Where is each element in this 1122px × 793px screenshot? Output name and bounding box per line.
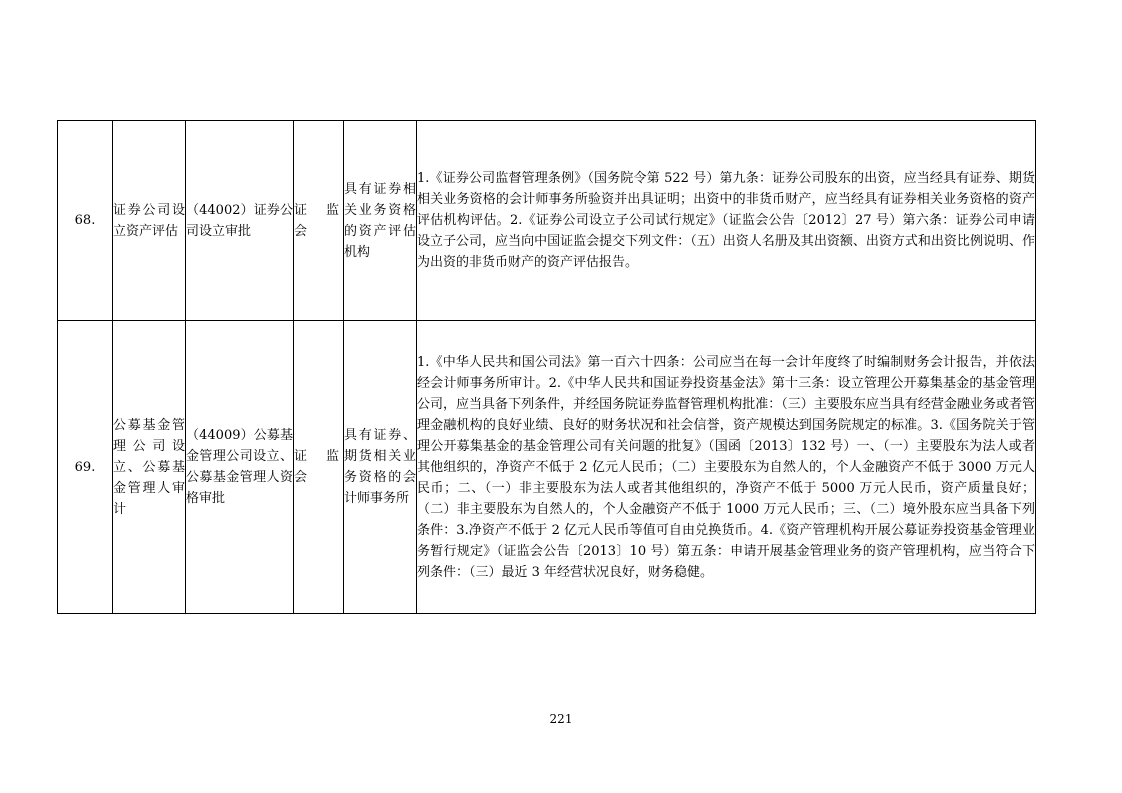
row-number: 68. xyxy=(58,121,113,321)
legal-basis: 1.《证券公司监督管理条例》（国务院令第 522 号）第九条：证券公司股东的出资，应当经具有证券、期货相关业务资格的会计师事务所验资并出具证明；出资中的非货币财产，应当经具有证券相关业务资格的资产评估机构评估。2.《证券公司设立子公司试行规定》（证监会公告〔2012〕27 号）第六条：证券公司申请设立子公司，应当向中国证监会提交下列文件：（五）出资人名册及其出资额、出资方式和出资比例说明、作为出资的非货币财产的资产评估报告。 xyxy=(417,121,1036,321)
approval-item: （44002）证券公司设立审批 xyxy=(186,121,294,321)
table-row xyxy=(58,321,1036,614)
table-row xyxy=(58,121,1036,321)
service-item-name: 公募基金管理公司设立、公募基金管理人审计 xyxy=(113,321,186,614)
page-number: 221 xyxy=(549,712,573,726)
approval-item: （44009）公募基金管理公司设立、公募基金管理人资格审批 xyxy=(186,321,294,614)
service-agency: 具有证券、期货相关业务资格的会计师事务所 xyxy=(344,321,417,614)
service-agency: 具有证券相关业务资格的资产评估机构 xyxy=(344,121,417,321)
approval-intermediary-table xyxy=(57,120,1036,614)
approval-department: 证监会 xyxy=(294,321,344,614)
row-number: 69. xyxy=(58,321,113,614)
service-item-name: 证券公司设立资产评估 xyxy=(113,121,186,321)
approval-department: 证监会 xyxy=(294,121,344,321)
legal-basis: 1.《中华人民共和国公司法》第一百六十四条：公司应当在每一会计年度终了时编制财务会计报告，并依法经会计师事务所审计。2.《中华人民共和国证券投资基金法》第十三条：设立管理公开募集基金的基金管理公司，应当具备下列条件，并经国务院证券监督管理机构批准：（三）主要股东应当具有经营金融业务或者管理金融机构的良好业绩、良好的财务状况和社会信誉，资产规模达到国务院规定的标准。3.《国务院关于管理公开募集基金的基金管理公司有关问题的批复》（国函〔2013〕132 号）一、（一）主要股东为法人或者其他组织的，净资产不低于 2 亿元人民币；（二）主要股东为自然人的，个人金融资产不低于 3000 万元人民币；二、（一）非主要股东为法人或者其他组织的，净资产不低于 5000 万元人民币，资产质量良好；（二）非主要股东为自然人的，个人金融资产不低于 1000 万元人民币；三、（二）境外股东应当具备下列条件：3.净资产不低于 2 亿元人民币等值可自由兑换货币。4.《资产管理机构开展公募证券投资基金管理业务暂行规定》（证监会公告〔2013〕10 号）第五条：申请开展基金管理业务的资产管理机构，应当符合下列条件：（三）最近 3 年经营状况良好，财务稳健。 xyxy=(417,321,1036,614)
